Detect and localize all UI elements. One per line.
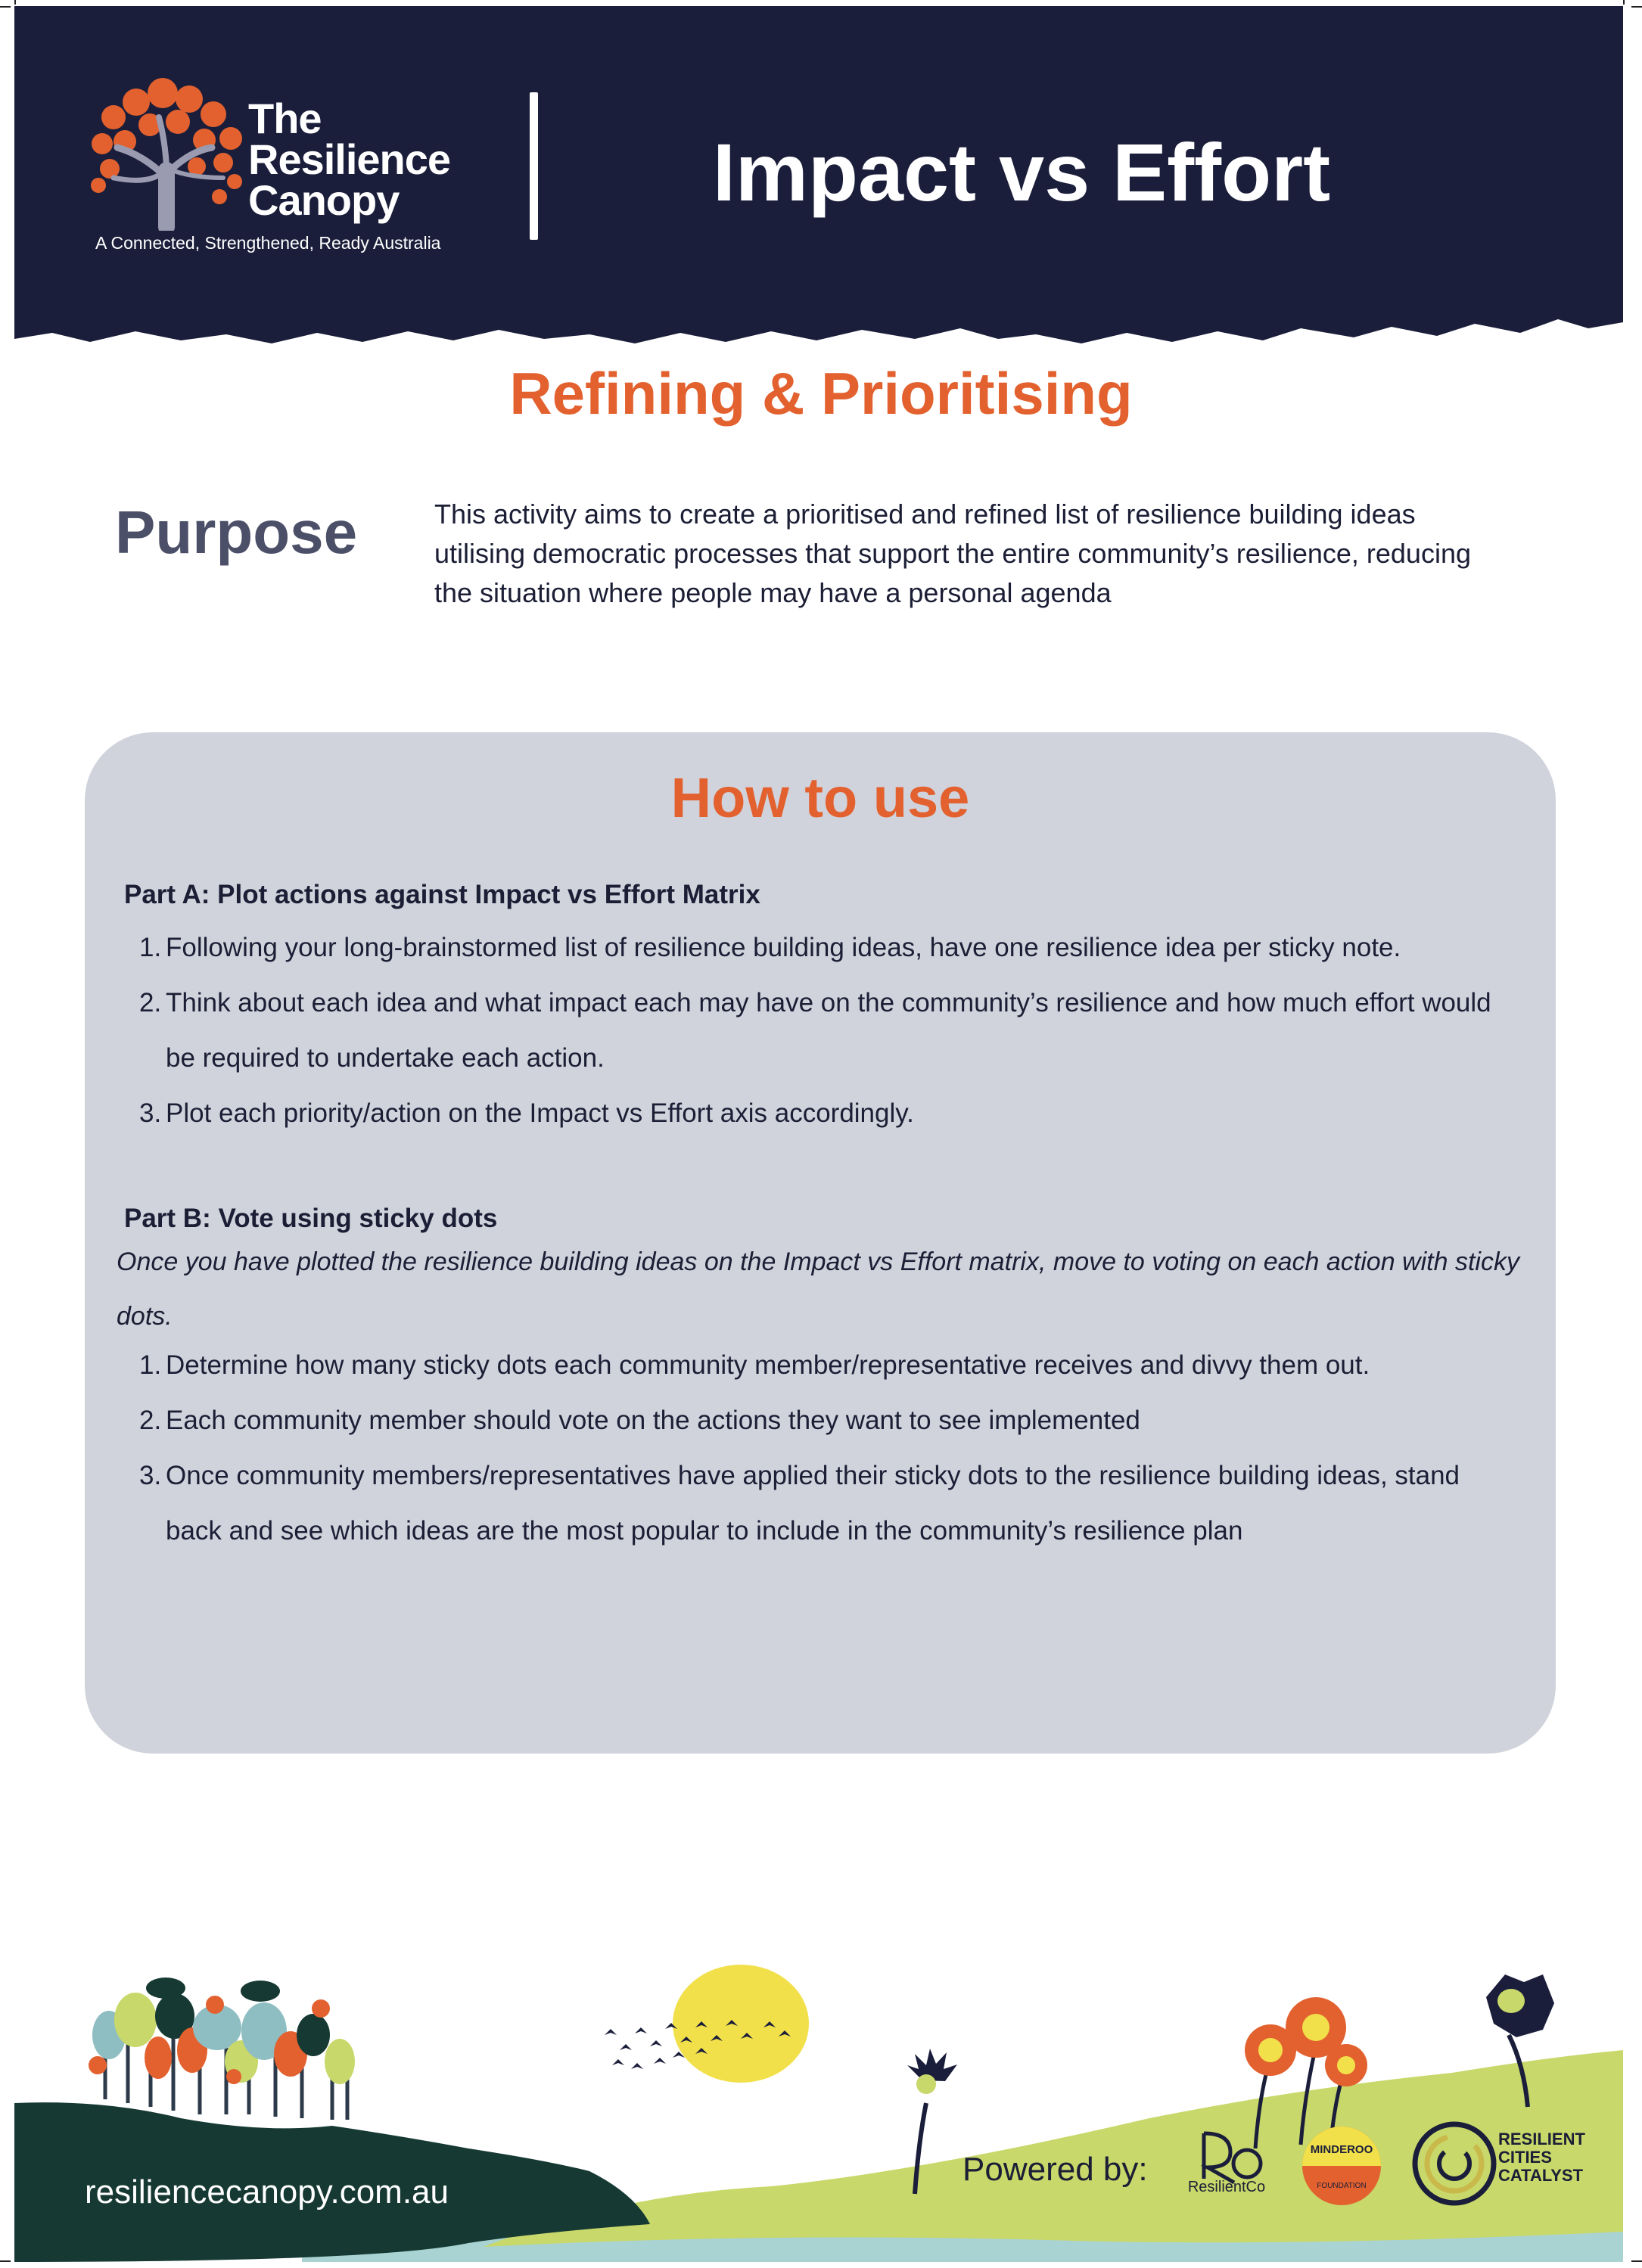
resilientco-label: ResilientCo xyxy=(1187,2179,1266,2195)
step-number: 2. xyxy=(139,1406,162,1435)
list-item xyxy=(85,1337,1522,1393)
minderoo-logo-icon xyxy=(1300,2124,1383,2207)
rcc-line: RESILIENT xyxy=(1498,2130,1585,2148)
resilient-cities-logo-icon xyxy=(1409,2118,1500,2209)
list-item xyxy=(85,975,1522,1086)
step-number: 3. xyxy=(139,1461,162,1490)
sun-icon xyxy=(673,1965,809,2083)
list-item xyxy=(85,920,1522,975)
trees-illustration-icon xyxy=(89,1978,355,2120)
website-link[interactable]: resiliencecanopy.com.au xyxy=(85,2173,449,2211)
crop-mark xyxy=(0,2260,11,2262)
logo-line: Canopy xyxy=(248,176,400,224)
crop-mark xyxy=(0,6,11,8)
step-text: Following your long-brainstormed list of resilience building ideas, have one resilience idea per sticky note. xyxy=(166,933,1401,962)
header-divider xyxy=(530,92,538,240)
tree-logo-icon xyxy=(83,72,250,231)
crop-mark xyxy=(1631,2260,1642,2262)
step-text: Determine how many sticky dots each community member/representative receives and divvy them out. xyxy=(166,1350,1370,1380)
part-a-heading: Part A: Plot actions against Impact vs Effort Matrix xyxy=(124,880,760,909)
list-item xyxy=(85,1086,1522,1141)
part-b-heading: Part B: Vote using sticky dots xyxy=(124,1204,498,1233)
page-subtitle: Refining & Prioritising xyxy=(509,360,1133,427)
list-item xyxy=(85,1393,1522,1448)
step-text: Plot each priority/action on the Impact vs Effort axis accordingly. xyxy=(166,1098,914,1128)
step-number: 2. xyxy=(139,988,162,1017)
part-a-steps xyxy=(85,920,1522,1141)
step-number: 1. xyxy=(139,933,162,962)
crop-mark xyxy=(1631,6,1642,8)
logo-tagline: A Connected, Strengthened, Ready Australia xyxy=(95,233,441,253)
step-number: 1. xyxy=(139,1350,162,1380)
part-b-steps xyxy=(85,1337,1522,1558)
step-text: Once community members/representatives have applied their sticky dots to the resilience building ideas, stand back and see which ideas are the most popular to include in the community’s resilience plan xyxy=(166,1461,1460,1546)
minderoo-text: MINDEROO xyxy=(1310,2143,1373,2156)
logo-line: Resilience xyxy=(248,135,451,183)
logo-line: The xyxy=(248,95,322,142)
list-item xyxy=(85,1448,1522,1558)
how-to-use-heading: How to use xyxy=(670,766,970,829)
powered-by-label: Powered by: xyxy=(962,2151,1148,2188)
resilient-cities-label xyxy=(1498,2130,1597,2185)
how-to-use-panel xyxy=(85,732,1556,1754)
part-b-intro: Once you have plotted the resilience building ideas on the Impact vs Effort matrix, move to voting on each action with sticky dots. xyxy=(117,1247,1519,1331)
step-text: Think about each idea and what impact each may have on the community’s resilience and how much effort would be required to undertake each action. xyxy=(166,988,1491,1073)
step-number: 3. xyxy=(139,1098,162,1128)
logo-wordmark xyxy=(248,95,451,224)
crop-mark xyxy=(14,0,16,5)
crop-mark xyxy=(1623,0,1625,5)
minderoo-sub: FOUNDATION xyxy=(1317,2182,1367,2190)
rcc-line: CATALYST xyxy=(1498,2166,1584,2185)
purpose-text: This activity aims to create a prioritised and refined list of resilience building ideas utilising democratic processes that support the entire community’s resilience, reducing the situation where people may have a personal agenda xyxy=(434,499,1471,608)
rcc-line: CITIES xyxy=(1498,2148,1552,2167)
page-title: Impact vs Effort xyxy=(712,126,1331,218)
step-text: Each community member should vote on the actions they want to see implemented xyxy=(166,1406,1140,1435)
purpose-heading: Purpose xyxy=(115,499,358,566)
